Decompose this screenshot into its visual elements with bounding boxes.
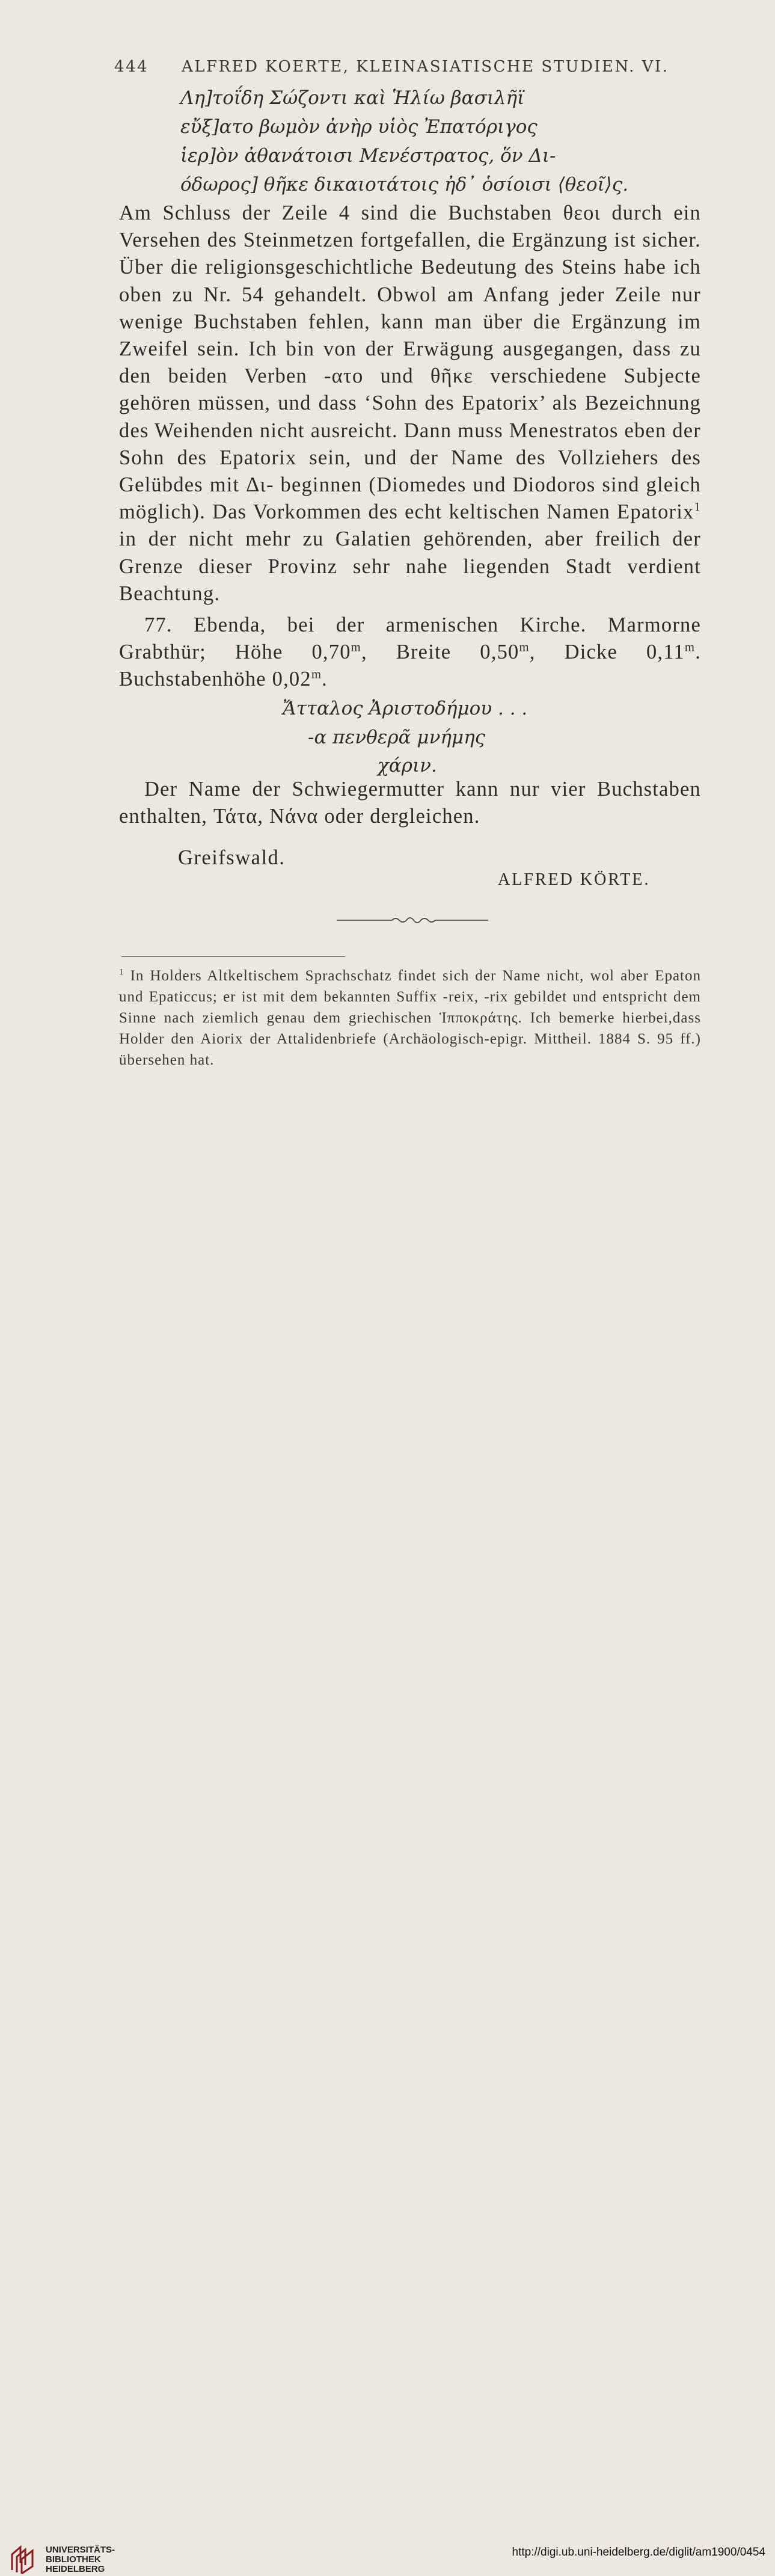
inscription-line-1: Λη]τοΐδη Σώζοντι καὶ Ἡλίω βασιλῆϊ	[180, 87, 525, 109]
para2-d: . Buchstabenhöhe 0,02	[119, 641, 702, 691]
unit-m: m	[519, 641, 530, 654]
page-number: 444	[114, 58, 149, 76]
body-paragraph-2	[119, 612, 701, 693]
library-footer	[0, 1270, 775, 2574]
library-line-2: BIBLIOTHEK	[46, 2554, 101, 2565]
place-line: Greifswald.	[178, 846, 286, 869]
library-line-3: HEIDELBERG	[46, 2564, 105, 2574]
inscription-line-3: ἱερ]ὸν ἀθανάτοισι Μενέστρατος, ὅν Δι-	[180, 145, 556, 167]
para2-c: , Dicke 0,11	[529, 641, 685, 664]
unit-m: m	[351, 641, 361, 654]
footnote	[119, 965, 701, 1071]
body-paragraph-1	[119, 200, 701, 607]
source-url-link[interactable]: http://digi.ub.uni-heidelberg.de/diglit/am1900/0454	[512, 2546, 765, 2559]
footnote-text: In Holders Altkeltischem Sprachschatz findet sich der Name nicht, wol aber Epaton und Epaticcus; er ist mit dem bekannten Suffix -reix, -rix gebildet und entspricht dem Sinne nach ziemlich genau dem griechischen Ἱπποκράτης. Ich bemerke hierbei,dass Holder den Aiorix der Attalidenbriefe (Archäologisch-epigr. Mittheil. 1884 S. 95 ff.) übersehen hat.	[119, 968, 702, 1068]
unit-m: m	[684, 641, 696, 654]
inscription2-line-1: Ἄτταλος Ἀριστοδήμου . . .	[283, 698, 528, 719]
inscription-line-4: όδωρος] θῆκε δικαιοτάτοις ἠδ᾽ ὁσίοισι ⟨θεοῖ⟩ς.	[180, 174, 629, 195]
para1-text: Am Schluss der Zeile 4 sind die Buchstaben θεοι durch ein Versehen des Steinmetzen fortgefallen, die Ergänzung ist sicher. Über die religionsgeschichtliche Bedeutung des Steins habe ich oben zu Nr. 54 gehandelt. Obwol am Anfang jeder Zeile nur wenige Buchstaben fehlen, kann man über die Ergänzung im Zweifel sein. Ich bin von der Erwägung ausgegangen, dass zu den beiden Verben -ατο und θῆκε verschiedene Subjecte gehören müssen, und dass ‘Sohn des Epatorix’ als Bezeichnung des Weihenden nicht ausreicht. Dann muss Menestratos eben der Sohn des Epatorix sein, und der Name des Vollziehers des Gelübdes mit Δι- beginnen (Diomedes und Diodoros sind gleich möglich). Das Vorkommen des echt keltischen Namen Epatorix	[119, 201, 701, 524]
inscription2-line-3: χάριν.	[378, 755, 437, 776]
para2-b: , Breite 0,50	[361, 641, 519, 664]
running-title: ALFRED KOERTE, KLEINASIATISCHE STUDIEN. VI.	[182, 58, 669, 76]
para2-a: 77. Ebenda, bei der armenischen Kirche. Marmorne Grabthür; Höhe 0,70	[119, 613, 701, 664]
footnote-rule	[121, 956, 345, 957]
inscription2-line-2: -α πενθερᾶ μνήμης	[308, 727, 486, 748]
footnote-marker: 1	[119, 967, 124, 977]
library-name	[46, 2545, 115, 2574]
university-library-logo	[6, 2541, 41, 2576]
para2-e: .	[322, 668, 328, 691]
inscription-line-2: εὔξ]ατο βωμὸν ἀνὴρ υἱὸς Ἐπατόριγος	[180, 116, 538, 138]
author-signature: ALFRED KÖRTE.	[498, 870, 651, 889]
body-paragraph-3	[119, 776, 701, 830]
running-header	[114, 58, 715, 76]
para3-text: Der Name der Schwiegermutter kann nur vier Buchstaben enthalten, Τάτα, Νάνα oder dergleichen.	[119, 778, 701, 828]
para1-text-end: in der nicht mehr zu Galatien gehörenden, aber freilich der Grenze dieser Provinz sehr nahe liegenden Stadt verdient Beachtung.	[119, 527, 701, 605]
unit-m: m	[311, 668, 322, 681]
library-line-1: UNIVERSITÄTS-	[46, 2545, 115, 2555]
footnote-ref: 1	[694, 500, 701, 514]
ornament-divider	[337, 914, 488, 926]
